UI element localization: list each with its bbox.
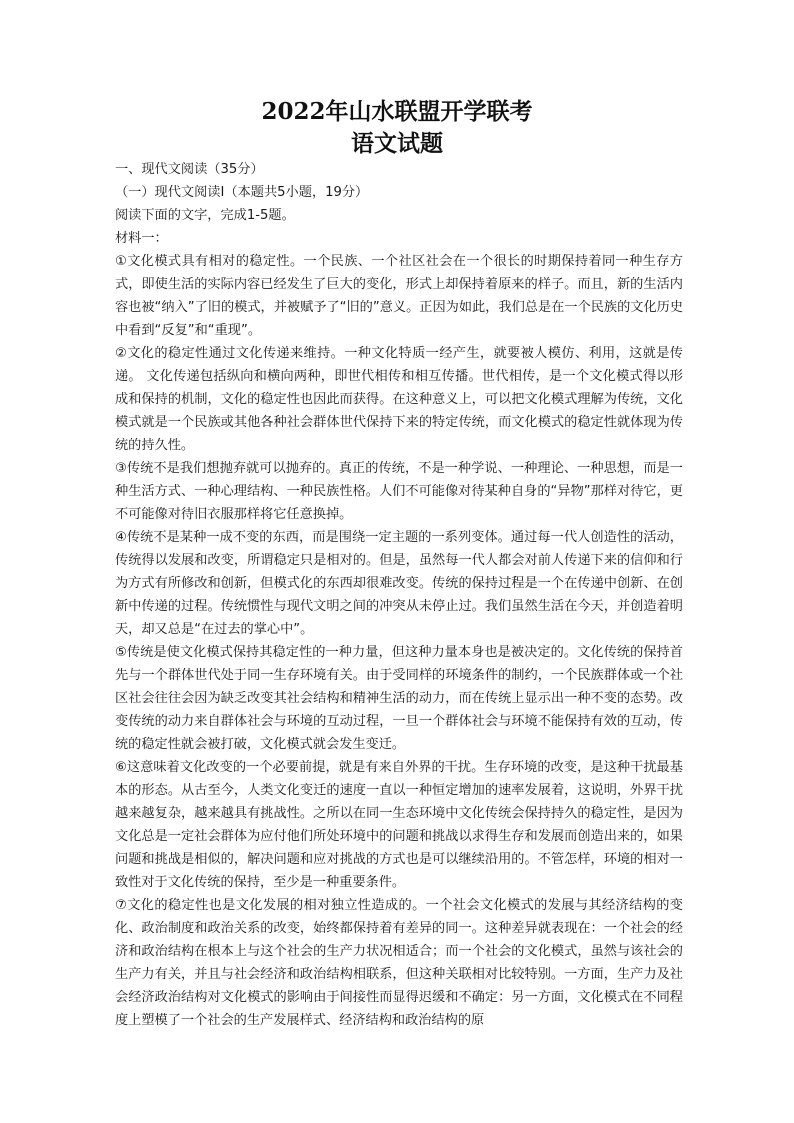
paragraph-4: ④传统不是某种一成不变的东西，而是围绕一定主题的一系列变体。通过每一代人创造性的活动，传统得以发展和改变，所谓稳定只是相对的。但是，虽然每一代人都会对前人传递下来的信仰和行为方式有所修改和创新，但模式化的东西却很难改变。传统的保持过程是一个在传递中创新、在创新中传递的过程。传统惯性与现代文明之间的冲突从未停止过。我们虽然生活在今天，并创造着明天，却又总是“在过去的掌心中”。	[115, 530, 683, 637]
exam-subject-title: 语文试题	[351, 130, 443, 157]
paragraph-2: ②文化的稳定性通过文化传递来维持。一种文化特质一经产生，就要被人模仿、利用，这就是传递。 文化传递包括纵向和横向两种，即世代相传和相互传播。世代相传，是一个文化模式得以形成和保持的机制，文化的稳定性也因此而获得。在这种意义上，可以把文化模式理解为传统，文化模式就是一个民族或其他各种社会群体世代保持下来的特定传统，而文化模式的稳定性就体现为传统的持久性。	[115, 346, 683, 453]
paragraph-5: ⑤传统是使文化模式保持其稳定性的一种力量，但这种力量本身也是被决定的。文化传统的保持首先与一个群体世代处于同一生存环境有关。由于受同样的环境条件的制约，一个民族群体或一个社区社会往往会因为缺乏改变其社会结构和精神生活的动力，而在传统上显示出一种不变的态势。改变传统的动力来自群体社会与环境的互动过程，一旦一个群体社会与环境不能保持有效的互动，传统的稳定性就会被打破，文化模式就会发生变迁。	[115, 645, 683, 752]
exam-body	[115, 158, 683, 1032]
section-heading: 一、现代文阅读（35分）	[115, 162, 264, 177]
paragraph-1: ①文化模式具有相对的稳定性。一个民族、一个社区社会在一个很长的时期保持着同一种生存方式，即使生活的实际内容已经发生了巨大的变化，形式上却保持着原来的样子。而且，新的生活内容也被“纳入”了旧的模式，并被赋予了“旧的”意义。正因为如此，我们总是在一个民族的文化历史中看到“反复”和“重现”。	[115, 254, 684, 338]
paragraph-3: ③传统不是我们想抛弃就可以抛弃的。真正的传统，不是一种学说、一种理论、一种思想，而是一种生活方式、一种心理结构、一种民族性格。人们不可能像对待某种自身的“异物”那样对待它，更不可能像对待旧衣服那样将它任意换掉。	[115, 461, 683, 522]
paragraph-7: ⑦文化的稳定性也是文化发展的相对独立性造成的。一个社会文化模式的发展与其经济结构的变化、政治制度和政治关系的改变，始终都保持着有差异的同一。这种差异就表现在：一个社会的经济和政治结构在根本上与这个社会的生产力状况相适合；而一个社会的文化模式，虽然与该社会的生产力有关，并且与社会经济和政治结构相联系，但这种关联相对比较特别。一方面，生产力及社会经济政治结构对文化模式的影响由于间接性而显得迟缓和不确定：另一方面，文化模式在不同程度上塑模了一个社会的生产发展样式、经济结构和政治结构的原	[115, 898, 683, 1028]
paragraph-6: ⑥这意味着文化改变的一个必要前提，就是有来自外界的干扰。生存环境的改变，是这种干扰最基本的形态。从古至今，人类文化变迁的速度一直以一种恒定增加的速率发展着，这说明，外界干扰越来越复杂，越来越具有挑战性。之所以在同一生态环境中文化传统会保持持久的稳定性，是因为文化总是一定社会群体为应付他们所处环境中的问题和挑战以求得生存和发展而创造出来的，如果问题和挑战是相似的，解决问题和应对挑战的方式也是可以继续沿用的。不管怎样，环境的相对一致性对于文化传统的保持，至少是一种重要条件。	[115, 760, 683, 890]
exam-title: 2022年山水联盟开学联考	[261, 98, 533, 125]
sub-section-heading: （一）现代文阅读Ⅰ（本题共5小题，19分）	[115, 185, 369, 200]
material-label: 材料一：	[115, 231, 168, 246]
reading-instruction: 阅读下面的文字，完成1-5题。	[115, 208, 295, 223]
